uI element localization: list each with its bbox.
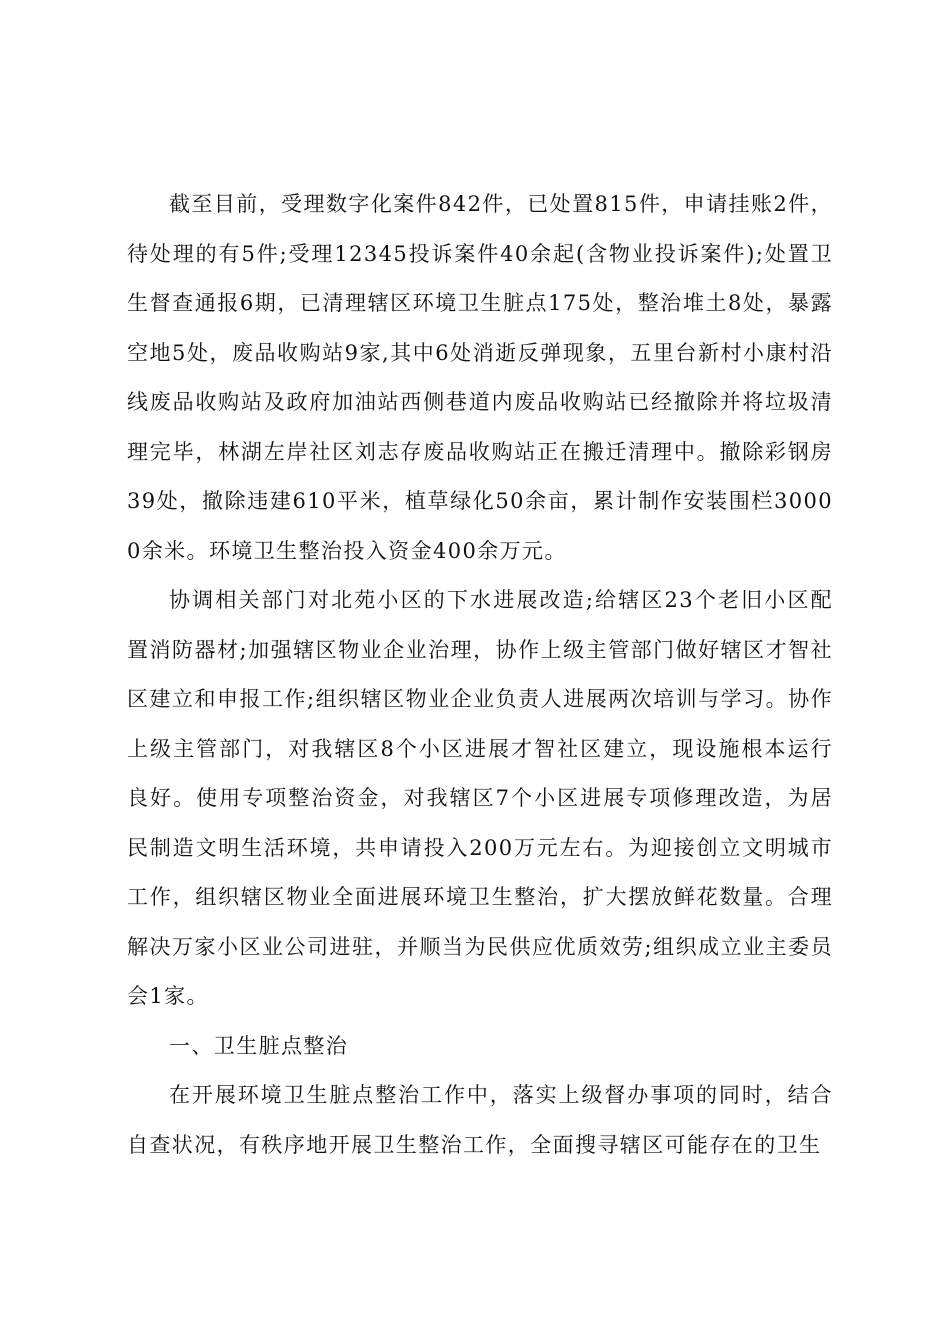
paragraph-case-statistics: 截至目前，受理数字化案件842件，已处置815件，申请挂账2件，待处理的有5件;受理12345投诉案件40余起(含物业投诉案件);处置卫生督查通报6期，已清理辖区环境卫生脏点175处，整治堆土8处，暴露空地5处，废品收购站9家,其中6处消逝反弹现象，五里台新村小康村沿线废品收购站及政府加油站西侧巷道内废品收购站已经撤除并将垃圾清理完毕，林湖左岸社区刘志存废品收购站正在搬迁清理中。撤除彩钢房39处，撤除违建610平米，植草绿化50余亩，累计制作安装围栏30000余米。环境卫生整治投入资金400余万元。 — [127, 192, 833, 563]
paragraph-sanitation: 在开展环境卫生脏点整治工作中，落实上级督办事项的同时，结合自查状况，有秩序地开展卫生整治工作，全面搜寻辖区可能存在的卫生 — [127, 1083, 833, 1157]
paragraph-property-management: 协调相关部门对北苑小区的下水进展改造;给辖区23个老旧小区配置消防器材;加强辖区物业企业治理，协作上级主管部门做好辖区才智社区建立和申报工作;组织辖区物业企业负责人进展两次培训与学习。协作上级主管部门，对我辖区8个小区进展才智社区建立，现设施根本运行良好。使用专项整治资金，对我辖区7个小区进展专项修理改造，为居民制造文明生活环境，共申请投入200万元左右。为迎接创立文明城市工作，组织辖区物业全面进展环境卫生整治，扩大摆放鲜花数量。合理解决万家小区业公司进驻，并顺当为民供应优质效劳;组织成立业主委员会1家。 — [127, 588, 833, 1008]
document-body — [127, 180, 833, 1170]
section-heading: 一、卫生脏点整治 — [169, 1033, 349, 1058]
